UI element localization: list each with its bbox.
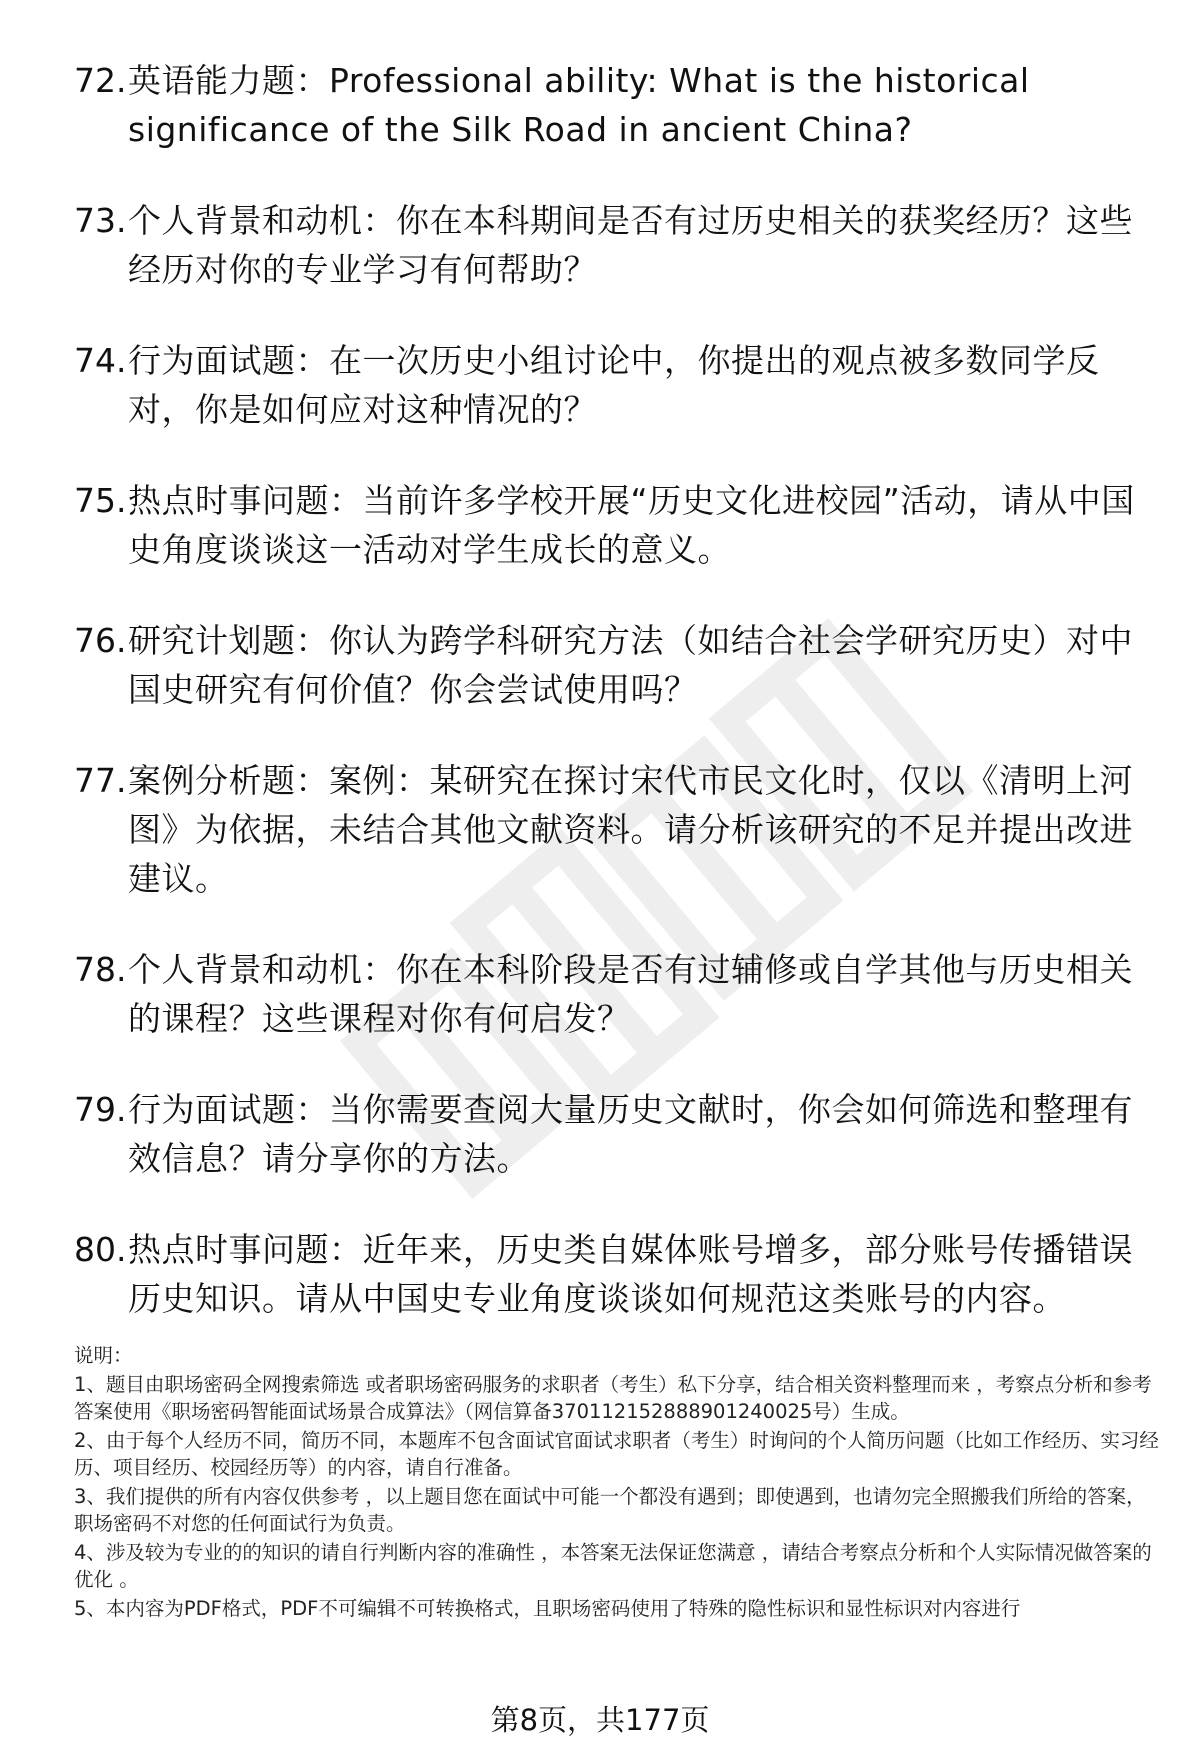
question-number: 78. bbox=[74, 950, 127, 989]
question-number: 75. bbox=[74, 481, 127, 520]
note-item: 2、由于每个人经历不同，简历不同，本题库不包含面试官面试求职者（考生）时询问的个人简历问题（比如工作经历、实习经历、项目经历、校园经历等）的内容，请自行准备。 bbox=[74, 1429, 1159, 1479]
question-number: 76. bbox=[74, 621, 127, 660]
question-number: 77. bbox=[74, 761, 127, 800]
note-item: 1、题目由职场密码全网搜索筛选 或者职场密码服务的求职者（考生）私下分享，结合相关资料整理而来 ，考察点分析和参考答案使用《职场密码智能面试场景合成算法》（网信算备370112152888901240025号）生成。 bbox=[74, 1373, 1152, 1423]
note-item: 3、我们提供的所有内容仅供参考 ，以上题目您在面试中可能一个都没有遇到；即使遇到，也请勿完全照搬我们所给的答案，职场密码不对您的任何面试行为负责。 bbox=[74, 1485, 1146, 1535]
question-number: 79. bbox=[74, 1090, 127, 1129]
question-number: 72. bbox=[74, 61, 127, 100]
note-item: 5、本内容为PDF格式，PDF不可编辑不可转换格式，且职场密码使用了特殊的隐性标识和显性标识对内容进行 bbox=[74, 1597, 1021, 1620]
question-number: 74. bbox=[74, 341, 127, 380]
question-list bbox=[0, 56, 1200, 1365]
question-item bbox=[0, 1085, 1200, 1183]
notes-section bbox=[74, 1342, 1159, 1624]
question-item bbox=[0, 756, 1200, 903]
question-item bbox=[0, 476, 1200, 574]
note-item: 4、涉及较为专业的的知识的请自行判断内容的准确性 ，本答案无法保证您满意 ，请结合考察点分析和个人实际情况做答案的优化 。 bbox=[74, 1541, 1152, 1591]
question-text: 案例分析题：案例：某研究在探讨宋代市民文化时，仅以《清明上河图》为依据，未结合其他文献资料。请分析该研究的不足并提出改进建议。 bbox=[128, 761, 1133, 898]
question-text: 英语能力题：Professional ability: What is the historical significance of the Silk Road in ancient China? bbox=[128, 61, 1030, 149]
question-item bbox=[0, 196, 1200, 294]
notes-title: 说明： bbox=[74, 1344, 133, 1367]
question-item bbox=[0, 616, 1200, 714]
question-text: 个人背景和动机：你在本科期间是否有过历史相关的获奖经历？这些经历对你的专业学习有何帮助？ bbox=[128, 201, 1133, 289]
question-text: 行为面试题：在一次历史小组讨论中，你提出的观点被多数同学反对，你是如何应对这种情况的？ bbox=[128, 341, 1100, 429]
question-item bbox=[0, 1225, 1200, 1323]
question-text: 研究计划题：你认为跨学科研究方法（如结合社会学研究历史）对中国史研究有何价值？你会尝试使用吗？ bbox=[128, 621, 1133, 709]
question-number: 80. bbox=[74, 1230, 127, 1269]
question-text: 热点时事问题：当前许多学校开展“历史文化进校园”活动，请从中国史角度谈谈这一活动对学生成长的意义。 bbox=[128, 481, 1135, 569]
page-footer bbox=[0, 1700, 1200, 1740]
question-text: 行为面试题：当你需要查阅大量历史文献时，你会如何筛选和整理有效信息？请分享你的方法。 bbox=[128, 1090, 1133, 1178]
question-item bbox=[0, 56, 1200, 154]
page-number: 第8页，共177页 bbox=[490, 1703, 710, 1737]
question-text: 热点时事问题：近年来，历史类自媒体账号增多，部分账号传播错误历史知识。请从中国史专业角度谈谈如何规范这类账号的内容。 bbox=[128, 1230, 1133, 1318]
question-item bbox=[0, 945, 1200, 1043]
question-text: 个人背景和动机：你在本科阶段是否有过辅修或自学其他与历史相关的课程？这些课程对你有何启发？ bbox=[128, 950, 1133, 1038]
question-number: 73. bbox=[74, 201, 127, 240]
question-item bbox=[0, 336, 1200, 434]
